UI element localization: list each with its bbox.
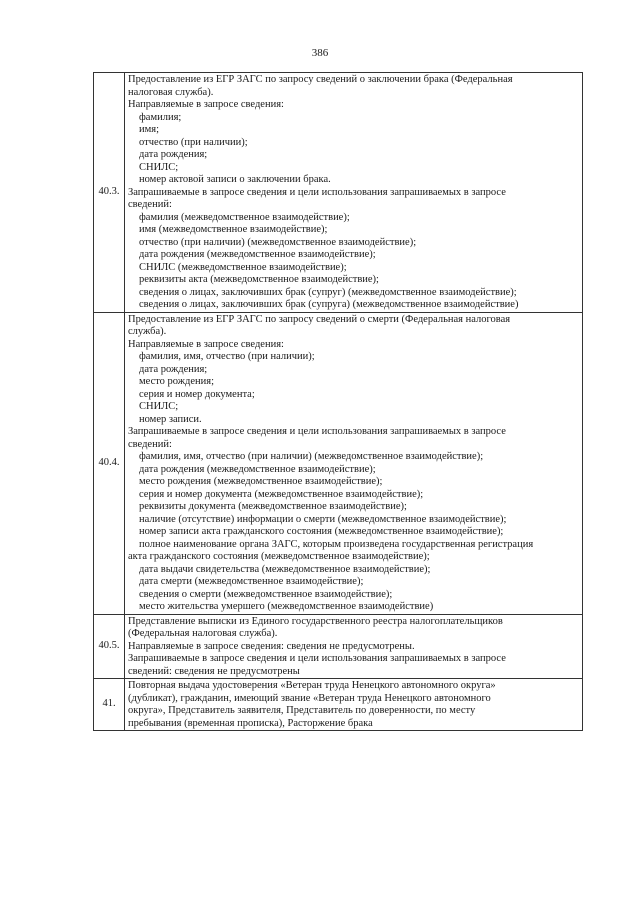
text-line: реквизиты документа (межведомственное взаимодействие); (139, 501, 407, 512)
text-line: серия и номер документа (межведомственное взаимодействие); (139, 488, 424, 500)
text-line: сведения о лицах, заключивших брак (супруг) (межведомственное взаимодействие); (139, 286, 517, 298)
text-line: Запрашиваемые в запросе сведения и цели использования запрашиваемых в запросе (128, 426, 506, 437)
row-content (125, 312, 583, 614)
text-line: наличие (отсутствие) информации о смерти (межведомственное взаимодействие); (139, 513, 507, 525)
text-line: номер записи акта гражданского состояния (межведомственное взаимодействие); (139, 526, 504, 537)
row-content (125, 73, 583, 313)
text-line: Запрашиваемые в запросе сведения и цели использования запрашиваемых в запросе (128, 653, 506, 664)
text-line: место рождения; (139, 376, 215, 387)
text-line: отчество (при наличии); (139, 136, 248, 148)
text-line: дата рождения; (139, 149, 208, 160)
text-line: сведения о смерти (межведомственное взаимодействие); (139, 588, 393, 600)
text-line: (дубликат), гражданин, имеющий звание «Ветеран труда Ненецкого автономного (128, 692, 491, 704)
text-line: Направляемые в запросе сведения: (128, 99, 284, 110)
row-number: 40.4. (94, 312, 125, 614)
text-line: Направляемые в запросе сведения: сведения не предусмотрены. (128, 640, 415, 652)
text-line: фамилия, имя, отчество (при наличии) (межведомственное взаимодействие); (139, 451, 484, 462)
text-line: реквизиты акта (межведомственное взаимодействие); (139, 274, 379, 285)
text-line: номер актовой записи о заключении брака. (139, 174, 331, 185)
text-line: Запрашиваемые в запросе сведения и цели использования запрашиваемых в запросе (128, 186, 506, 198)
text-line: серия и номер документа; (139, 388, 255, 400)
table-row (94, 679, 583, 731)
text-line: сведений: сведения не предусмотрены (128, 665, 300, 677)
table-body (94, 73, 583, 731)
text-line: имя (межведомственное взаимодействие); (139, 224, 328, 235)
text-line: дата рождения; (139, 363, 208, 375)
text-line: Направляемые в запросе сведения: (128, 338, 284, 350)
text-line: отчество (при наличии) (межведомственное взаимодействие); (139, 236, 417, 248)
row-number: 40.5. (94, 614, 125, 679)
row-number: 41. (94, 679, 125, 731)
text-line: (Федеральная налоговая служба). (128, 628, 278, 639)
text-line: Предоставление из ЕГР ЗАГС по запросу сведений о смерти (Федеральная налоговая (128, 313, 511, 325)
text-line: сведений: (128, 199, 172, 210)
text-line: полное наименование органа ЗАГС, которым произведена государственная регистрация (139, 538, 534, 550)
text-line: дата выдачи свидетельства (межведомственное взаимодействие); (139, 563, 431, 575)
text-line: место рождения (межведомственное взаимодействие); (139, 476, 383, 487)
text-line: округа», Представитель заявителя, Представитель по доверенности, по месту (128, 705, 476, 716)
text-line: дата смерти (межведомственное взаимодействие); (139, 576, 364, 587)
text-line: место жительства умершего (межведомственное взаимодействие) (139, 601, 434, 612)
text-line: Повторная выдача удостоверения «Ветеран труда Ненецкого автономного округа» (128, 680, 496, 691)
text-line: дата рождения (межведомственное взаимодействие); (139, 249, 376, 260)
page-number: 386 (311, 47, 329, 59)
table-row (94, 614, 583, 679)
text-line: фамилия; (139, 111, 182, 123)
text-line: Представление выписки из Единого государственного реестра налогоплательщиков (128, 615, 503, 627)
text-line: налоговая служба). (128, 86, 214, 98)
row-number: 40.3. (94, 73, 125, 313)
text-line: дата рождения (межведомственное взаимодействие); (139, 463, 376, 475)
text-line: сведения о лицах, заключивших брак (супруга) (межведомственное взаимодействие) (139, 299, 519, 310)
text-line: имя; (139, 124, 160, 135)
text-line: СНИЛС (межведомственное взаимодействие); (139, 261, 347, 273)
text-line: Предоставление из ЕГР ЗАГС по запросу сведений о заключении брака (Федеральная (128, 74, 513, 85)
text-line: служба). (128, 326, 167, 337)
text-line: фамилия (межведомственное взаимодействие); (139, 211, 350, 223)
row-content (125, 679, 583, 731)
table-row (94, 73, 583, 313)
document-table (93, 72, 583, 731)
row-content (125, 614, 583, 679)
text-line: СНИЛС; (139, 401, 179, 412)
text-line: номер записи. (139, 413, 202, 425)
text-line: СНИЛС; (139, 161, 179, 173)
text-line: фамилия, имя, отчество (при наличии); (139, 351, 315, 362)
table-row (94, 312, 583, 614)
text-line: сведений: (128, 438, 172, 450)
text-line: пребывания (временная прописка), Расторжение брака (128, 717, 373, 729)
text-line: акта гражданского состояния (межведомственное взаимодействие); (128, 551, 430, 562)
